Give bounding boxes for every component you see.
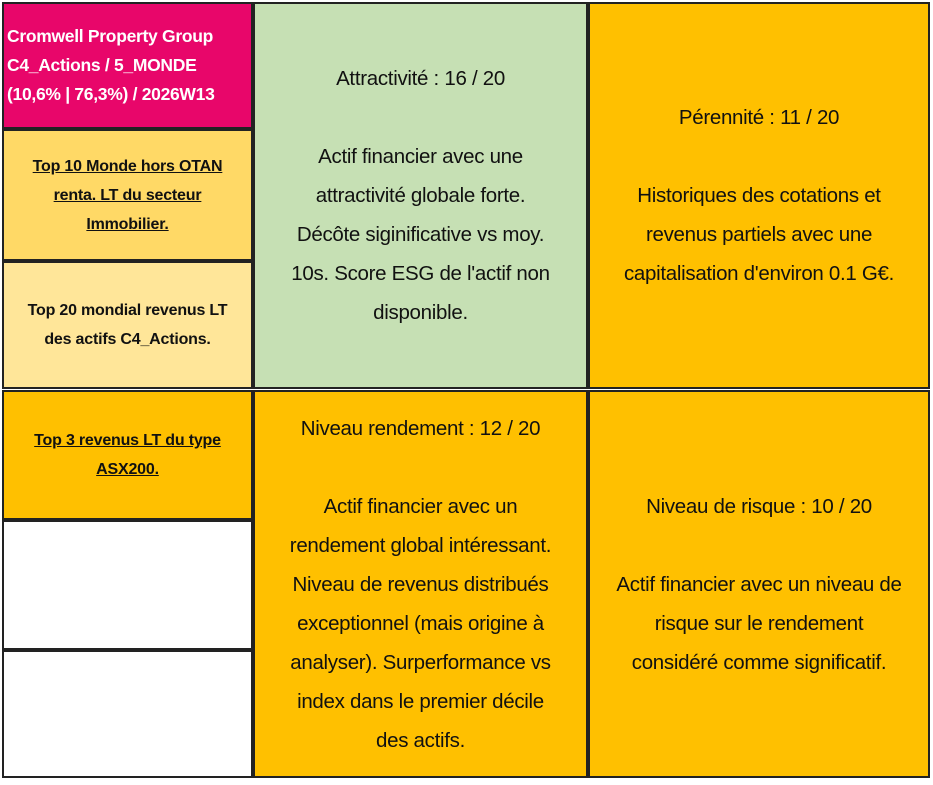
ranking-line: Top 3 revenus LT du type (34, 432, 221, 449)
asset-stats-week: (10,6% | 76,3%) / 2026W13 (7, 84, 215, 104)
ranking-line: Top 20 mondial revenus LT (27, 302, 228, 319)
rendement-line: Niveau de revenus distribués (292, 572, 549, 596)
rendement-line: rendement global intéressant. (289, 533, 552, 557)
rendement-score: Niveau rendement : 12 / 20 (300, 416, 541, 440)
perennite-cell (588, 2, 930, 389)
rendement-line: Actif financier avec un (323, 494, 518, 518)
risque-line: risque sur le rendement (654, 611, 864, 635)
empty-cell (2, 650, 253, 778)
perennite-line: revenus partiels avec une (645, 223, 873, 246)
attractivite-line: attractivité globale forte. (315, 184, 526, 207)
attractivite-cell (253, 2, 588, 389)
attractivite-line: Actif financier avec une (318, 145, 523, 168)
rendement-cell (253, 390, 588, 778)
ranking-cell-sector (2, 129, 253, 261)
ranking-line: Immobilier. (86, 215, 169, 233)
asset-category: C4_Actions / 5_MONDE (7, 55, 197, 75)
attractivite-line: 10s. Score ESG de l'actif non (291, 262, 550, 285)
asset-name: Cromwell Property Group (7, 26, 214, 46)
ranking-line: renta. LT du secteur (53, 186, 202, 204)
ranking-line: ASX200. (96, 461, 159, 478)
attractivite-line: disponible. (373, 301, 468, 324)
ranking-line: des actifs C4_Actions. (44, 331, 211, 348)
ranking-line: Top 10 Monde hors OTAN (32, 157, 223, 175)
rendement-line: des actifs. (376, 728, 465, 752)
perennite-line: capitalisation d'environ 0.1 G€. (623, 262, 895, 285)
rendement-line: exceptionnel (mais origine à (297, 611, 544, 635)
perennite-score: Pérennité : 11 / 20 (678, 106, 840, 129)
risque-line: Actif financier avec un niveau de (616, 572, 902, 596)
attractivite-score: Attractivité : 16 / 20 (336, 67, 505, 90)
risque-cell (588, 390, 930, 778)
risque-line: considéré comme significatif. (631, 650, 887, 674)
attractivite-line: Décôte siginificative vs moy. (296, 223, 545, 246)
rendement-line: index dans le premier décile (297, 689, 544, 713)
asset-header-cell (2, 2, 253, 129)
perennite-line: Historiques des cotations et (637, 184, 881, 207)
ranking-cell-world (2, 261, 253, 389)
empty-cell (2, 520, 253, 650)
ranking-cell-index (2, 390, 253, 520)
rendement-line: analyser). Surperformance vs (290, 650, 551, 674)
risque-score: Niveau de risque : 10 / 20 (646, 494, 872, 518)
